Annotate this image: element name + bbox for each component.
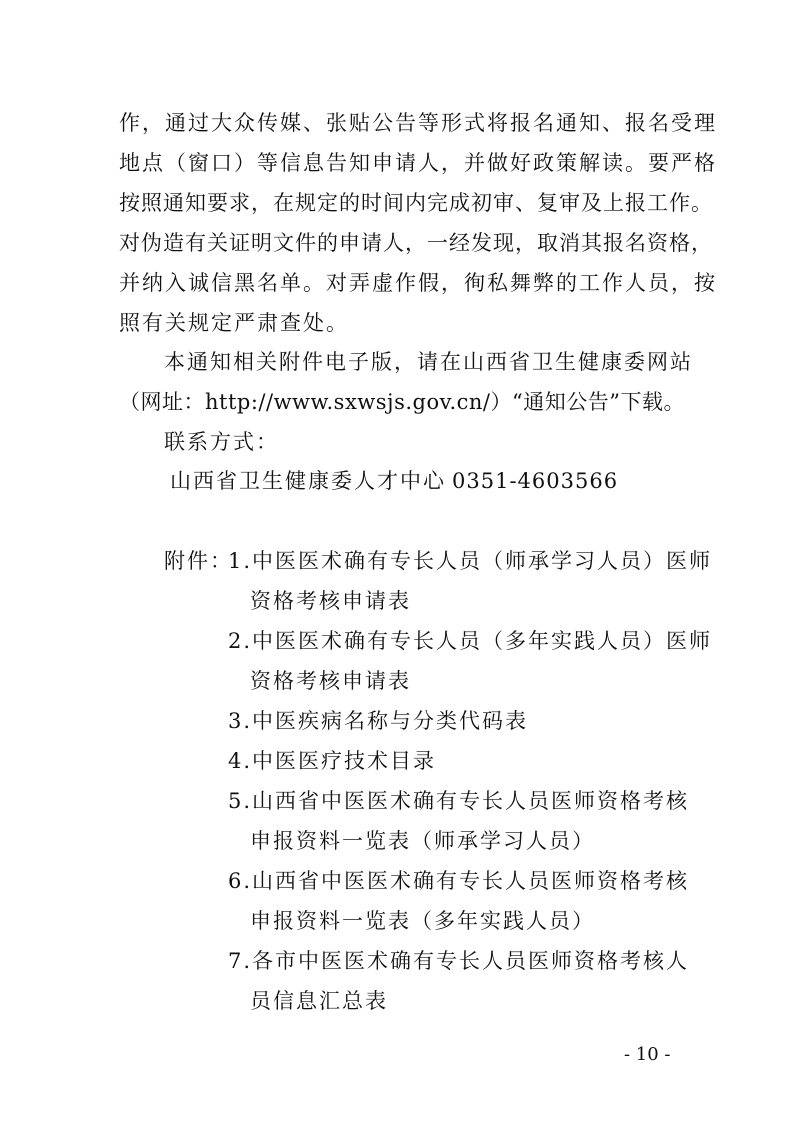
- attachment-title-cont: 资格考核申请表: [250, 589, 411, 613]
- attachment-item: [228, 941, 689, 981]
- contact-label: 联系方式：: [164, 430, 279, 454]
- attachment-item: [228, 781, 689, 821]
- attachment-number: 1.: [228, 549, 253, 573]
- attachment-number: 7.: [228, 949, 253, 973]
- attachment-title-cont: 资格考核申请表: [250, 669, 411, 693]
- download-line: 本通知相关附件电子版，请在山西省卫生健康委网站: [164, 350, 693, 374]
- paragraph-line: 地点（窗口）等信息告知申请人，并做好政策解读。要严格: [119, 151, 717, 175]
- attachment-title: 中医医术确有专长人员（师承学习人员）医师: [252, 549, 713, 573]
- attachment-item: [228, 701, 528, 741]
- attachment-number: 6.: [228, 869, 253, 893]
- attachment-title-cont: 申报资料一览表（多年实践人员）: [250, 909, 595, 933]
- attachment-title: 中医医术确有专长人员（多年实践人员）医师: [252, 629, 713, 653]
- attachment-title: 各市中医医术确有专长人员医师资格考核人: [252, 949, 690, 973]
- attachment-title: 中医疾病名称与分类代码表: [252, 709, 529, 733]
- paragraph-line: 并纳入诚信黑名单。对弄虚作假，徇私舞弊的工作人员，按: [119, 271, 717, 295]
- attachment-number: 2.: [228, 629, 253, 653]
- attachment-item: [228, 741, 436, 781]
- paragraph-line: 按照通知要求，在规定的时间内完成初审、复审及上报工作。: [119, 191, 713, 215]
- attachment-item: [228, 861, 689, 901]
- attachment-title-cont: 员信息汇总表: [250, 989, 388, 1013]
- page-number: - 10 -: [624, 1044, 671, 1065]
- contact-phone: 0351-4603566: [452, 469, 619, 493]
- attachment-item: [228, 541, 712, 581]
- attachment-title-cont: 申报资料一览表（师承学习人员）: [250, 829, 595, 853]
- attachment-item: [228, 621, 712, 661]
- attachment-number: 4.: [228, 749, 253, 773]
- paragraph-line: 照有关规定严肃查处。: [119, 311, 349, 335]
- download-line: （网址：http://www.sxwsjs.gov.cn/）“通知公告”下载。: [119, 390, 685, 414]
- attachment-number: 3.: [228, 709, 253, 733]
- attachment-number: 5.: [228, 789, 253, 813]
- attachment-title: 山西省中医医术确有专长人员医师资格考核: [252, 789, 690, 813]
- attachment-title: 中医医疗技术目录: [252, 749, 437, 773]
- attachments-label: 附件：: [164, 549, 233, 573]
- contact-org: 山西省卫生健康委人才中心: [170, 469, 446, 493]
- paragraph-line: 对伪造有关证明文件的申请人，一经发现，取消其报名资格，: [119, 231, 713, 255]
- attachment-title: 山西省中医医术确有专长人员医师资格考核: [252, 869, 690, 893]
- paragraph-line: 作，通过大众传媒、张贴公告等形式将报名通知、报名受理: [119, 111, 717, 135]
